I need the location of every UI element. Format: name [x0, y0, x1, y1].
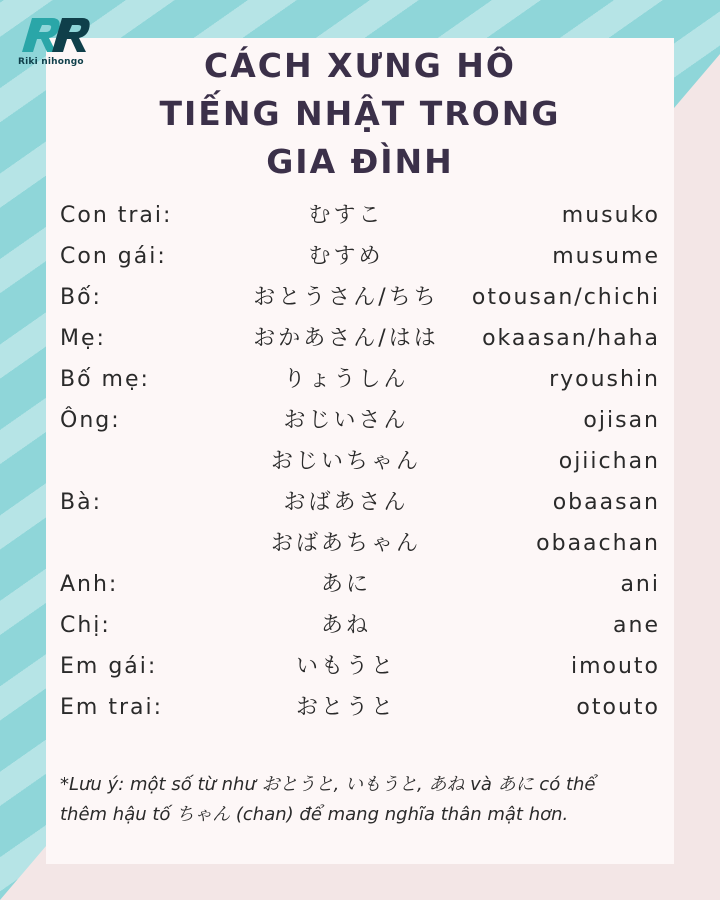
- romaji-term: musuko: [561, 203, 660, 228]
- list-item: [46, 687, 674, 728]
- page-title: [46, 42, 674, 186]
- japanese-term: おじいちゃん: [270, 449, 421, 474]
- romaji-term: otouto: [576, 695, 660, 720]
- japanese-term: おかあさん/はは: [253, 326, 439, 351]
- japanese-term: おとうと: [295, 695, 396, 720]
- list-item: [46, 400, 674, 441]
- list-item: [46, 195, 674, 236]
- japanese-term: りょうしん: [283, 367, 409, 392]
- japanese-term: あに: [320, 572, 371, 597]
- list-item: [46, 482, 674, 523]
- romaji-term: otousan/chichi: [471, 285, 660, 310]
- title-line: CÁCH XƯNG HÔ: [204, 46, 516, 85]
- footnote-line: *Lưu ý: một số từ như おとうと, いもうと, あね và あに có thể: [60, 774, 596, 795]
- japanese-term: いもうと: [295, 654, 396, 679]
- list-item: [46, 646, 674, 687]
- list-item: [46, 564, 674, 605]
- logo-text: Riki nihongo: [18, 57, 84, 67]
- romaji-term: imouto: [570, 654, 660, 679]
- romaji-term: okaasan/haha: [482, 326, 660, 351]
- list-item: [46, 523, 674, 564]
- footnote-line: thêm hậu tố ちゃん (chan) để mang nghĩa thân mật hơn.: [60, 804, 569, 825]
- vietnamese-term: Con gái:: [60, 244, 167, 269]
- vietnamese-term: Anh:: [60, 572, 119, 597]
- list-item: [46, 277, 674, 318]
- romaji-term: obaasan: [552, 490, 660, 515]
- japanese-term: おばあちゃん: [270, 531, 421, 556]
- romaji-term: ojiichan: [558, 449, 660, 474]
- japanese-term: おとうさん/ちち: [253, 285, 439, 310]
- romaji-term: obaachan: [536, 531, 660, 556]
- list-item: [46, 441, 674, 482]
- list-item: [46, 605, 674, 646]
- vietnamese-term: Em gái:: [60, 654, 158, 679]
- list-item: [46, 359, 674, 400]
- japanese-term: むすめ: [308, 244, 384, 269]
- vietnamese-term: Mẹ:: [60, 326, 106, 351]
- japanese-term: あね: [320, 613, 371, 638]
- japanese-term: むすこ: [308, 203, 384, 228]
- list-item: [46, 318, 674, 359]
- romaji-term: ryoushin: [549, 367, 660, 392]
- vietnamese-term: Bà:: [60, 490, 102, 515]
- vietnamese-term: Bố:: [60, 285, 102, 310]
- japanese-term: おじいさん: [283, 408, 409, 433]
- vietnamese-term: Ông:: [60, 408, 121, 433]
- vietnamese-term: Con trai:: [60, 203, 173, 228]
- vocabulary-list: [46, 195, 674, 728]
- vietnamese-term: Chị:: [60, 613, 111, 638]
- romaji-term: ojisan: [583, 408, 660, 433]
- japanese-term: おばあさん: [283, 490, 409, 515]
- footnote: [60, 770, 660, 830]
- title-line: GIA ĐÌNH: [266, 142, 454, 181]
- romaji-term: ane: [613, 613, 660, 638]
- list-item: [46, 236, 674, 277]
- vietnamese-term: Em trai:: [60, 695, 164, 720]
- vietnamese-term: Bố mẹ:: [60, 367, 150, 392]
- romaji-term: ani: [620, 572, 660, 597]
- title-line: TIẾNG NHẬT TRONG: [159, 94, 561, 133]
- romaji-term: musume: [552, 244, 660, 269]
